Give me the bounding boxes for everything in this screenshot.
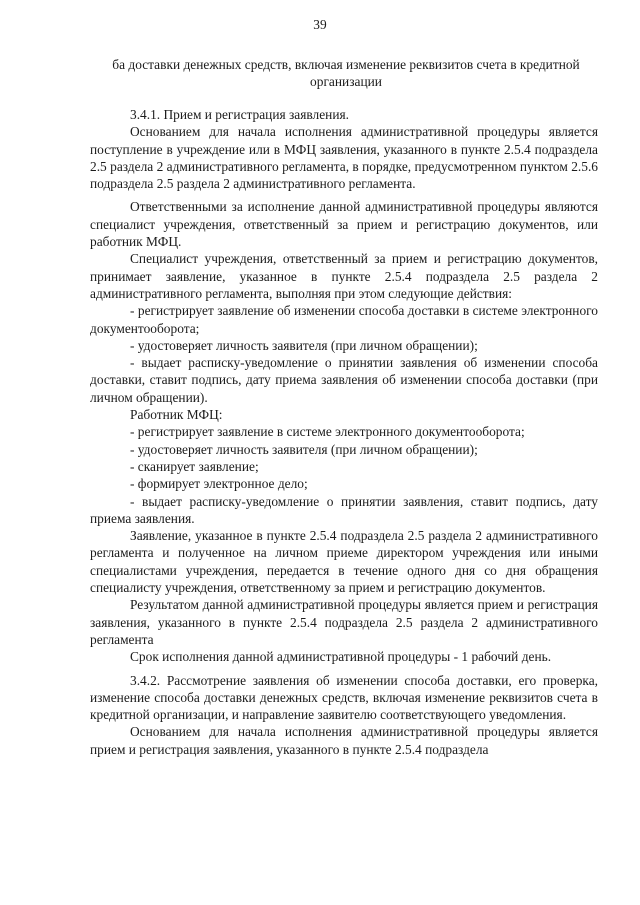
- paragraph: Основанием для начала исполнения административной процедуры является поступление в учреждение или в МФЦ заявления, указанного в пункте 2.5.4 подраздела 2.5 раздела 2 административного регламента, в порядке, предусмотренном пунктом 2.5.6 подраздела 2.5 раздела 2 административного регламента.: [90, 124, 598, 192]
- paragraph: - выдает расписку-уведомление о принятии заявления, ставит подпись, дату приема заявления.: [90, 493, 598, 526]
- paragraph: - регистрирует заявление об изменении способа доставки в системе электронного документооборота;: [90, 303, 598, 336]
- paragraph: - удостоверяет личность заявителя (при личном обращении);: [130, 441, 478, 457]
- paragraph: Работник МФЦ:: [130, 407, 223, 423]
- paragraph: - сканирует заявление;: [130, 458, 259, 474]
- paragraph: Специалист учреждения, ответственный за прием и регистрацию документов, принимает заявление, указанное в пункте 2.5.4 подраздела 2.5 раздела 2 административного регламента, выполняя при этом следующие действия:: [90, 251, 598, 301]
- page-number: 39: [313, 17, 327, 32]
- paragraph: Результатом данной административной процедуры является прием и регистрация заявления, указанного в пункте 2.5.4 подраздела 2.5 раздела 2 административного регламента: [90, 597, 598, 647]
- paragraph: 3.4.1. Прием и регистрация заявления.: [130, 107, 350, 122]
- paragraph: Заявление, указанное в пункте 2.5.4 подраздела 2.5 раздела 2 административного регламента и полученное на личном приеме директором учреждения или иными специалистами учреждения, передается в течение одного дня со дня обращения специалисту учреждения, ответственному за прием и регистрацию документов.: [90, 528, 598, 596]
- document-body: [90, 106, 598, 758]
- paragraph: - выдает расписку-уведомление о принятии заявления об изменении способа доставки, ставит подпись, дату приема заявления об изменении способа доставки (при личном обращении).: [90, 355, 598, 405]
- paragraph: - регистрирует заявление в системе электронного документооборота;: [130, 424, 525, 440]
- paragraph: Основанием для начала исполнения административной процедуры является прием и регистрация заявления, указанного в пункте 2.5.4 подраздела: [90, 724, 598, 757]
- paragraph: 3.4.2. Рассмотрение заявления об изменении способа доставки, его проверка, изменение способа доставки денежных средств, включая изменение реквизитов счета в кредитной организации, и направление заявителю соответствующего уведомления.: [90, 672, 598, 723]
- paragraph: - формирует электронное дело;: [130, 476, 308, 492]
- paragraph: Срок исполнения данной административной процедуры - 1 рабочий день.: [130, 649, 552, 665]
- paragraph: Ответственными за исполнение данной административной процедуры являются специалист учреждения, ответственный за прием и регистрацию документов, или работник МФЦ.: [90, 199, 598, 250]
- section-title: ба доставки денежных средств, включая изменение реквизитов счета в кредитной организации: [112, 57, 580, 90]
- paragraph: - удостоверяет личность заявителя (при личном обращении);: [130, 337, 478, 353]
